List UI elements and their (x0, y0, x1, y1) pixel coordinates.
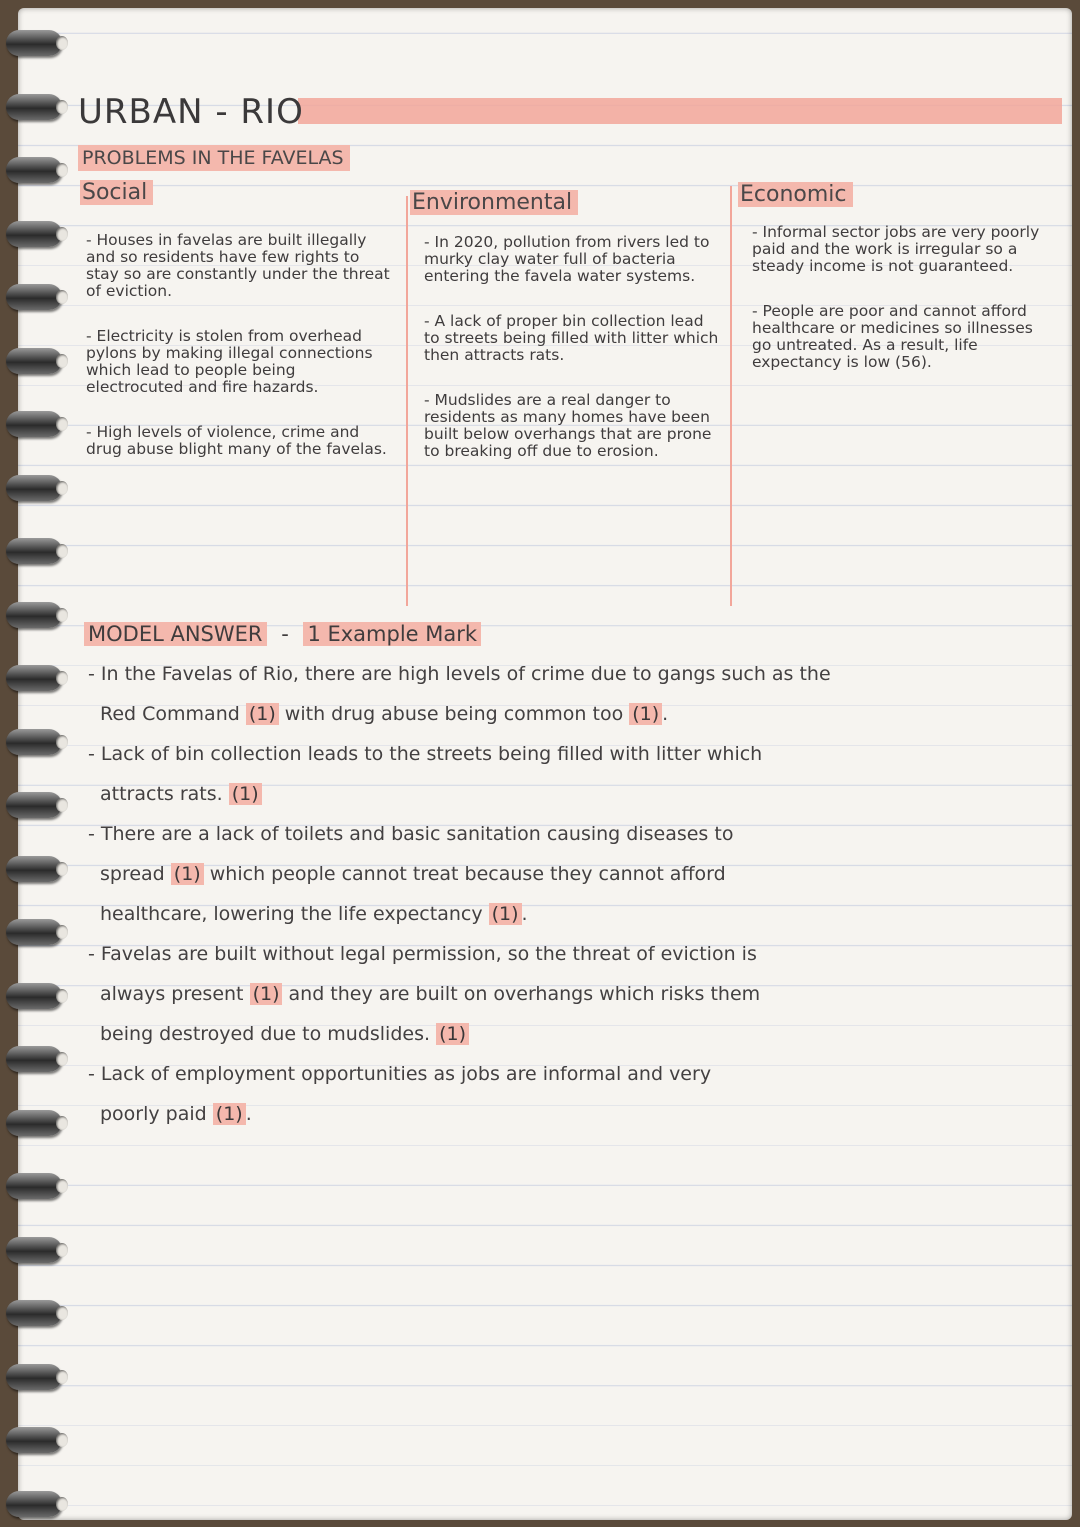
column-heading-environmental: Environmental (410, 190, 578, 215)
column-heading-social: Social (80, 180, 153, 205)
spiral-ring (6, 856, 62, 882)
spiral-ring (6, 919, 62, 945)
model-answer-separator: - (281, 622, 289, 646)
column-environmental (424, 234, 724, 488)
model-answer-subheading: 1 Example Mark (303, 622, 481, 646)
mark-badge: (1) (489, 903, 522, 925)
title-highlight (298, 98, 1062, 124)
spiral-ring (6, 1364, 62, 1390)
spiral-ring (6, 157, 62, 183)
model-answer-text (88, 654, 1048, 1134)
page-title: URBAN - RIO (78, 92, 304, 132)
model-answer-line: - There are a lack of toilets and basic sanitation causing diseases to (88, 823, 734, 845)
spiral-ring (6, 1110, 62, 1136)
mark-badge: (1) (171, 863, 204, 885)
spiral-ring (6, 1300, 62, 1326)
spiral-ring (6, 1491, 62, 1517)
model-answer-line: - Lack of bin collection leads to the streets being filled with litter which (88, 743, 763, 765)
social-point: - Houses in favelas are built illegally and so residents have few rights to stay so are constantly under the threat of eviction. (86, 231, 390, 300)
model-answer-line: spread (1) which people cannot treat because they cannot afford (100, 863, 726, 885)
column-divider (406, 196, 408, 606)
model-answer-line: - Favelas are built without legal permission, so the threat of eviction is (88, 943, 757, 965)
mark-badge: (1) (250, 983, 283, 1005)
mark-badge: (1) (246, 703, 279, 725)
spiral-ring (6, 30, 62, 56)
environmental-point: - A lack of proper bin collection lead to streets being filled with litter which then attracts rats. (424, 312, 719, 364)
spiral-ring (6, 284, 62, 310)
mark-badge: (1) (436, 1023, 469, 1045)
model-answer-line: being destroyed due to mudslides. (1) (88, 1014, 1048, 1054)
social-point: - High levels of violence, crime and drug abuse blight many of the favelas. (86, 423, 387, 458)
spiral-ring (6, 348, 62, 374)
page-subtitle: PROBLEMS IN THE FAVELAS (78, 145, 350, 171)
column-economic (752, 224, 1057, 399)
model-answer-line: - Lack of employment opportunities as jobs are informal and very (88, 1063, 712, 1085)
model-answer-title: MODEL ANSWER (84, 622, 267, 646)
economic-point: - Informal sector jobs are very poorly paid and the work is irregular so a steady income is not guaranteed. (752, 223, 1040, 275)
social-point: - Electricity is stolen from overhead pylons by making illegal connections which lead to people being electrocuted and fire hazards. (86, 327, 373, 396)
model-answer-line: Red Command (1) with drug abuse being common too (1) . (100, 703, 669, 725)
model-answer-line: attracts rats. (1) (88, 774, 1048, 814)
mark-badge: (1) (229, 783, 262, 805)
column-heading-economic: Economic (738, 182, 853, 207)
spiral-ring (6, 1046, 62, 1072)
spiral-binding (0, 0, 70, 1527)
model-answer-heading (84, 622, 481, 646)
model-answer-line: healthcare, lowering the life expectancy (1) . (100, 903, 528, 925)
mark-badge: (1) (629, 703, 662, 725)
spiral-ring (6, 792, 62, 818)
spiral-ring (6, 729, 62, 755)
spiral-ring (6, 1427, 62, 1453)
spiral-ring (6, 1237, 62, 1263)
model-answer-line: - In the Favelas of Rio, there are high levels of crime due to gangs such as the (88, 663, 831, 685)
economic-point: - People are poor and cannot afford healthcare or medicines so illnesses go untreated. As a result, life expectancy is low (56). (752, 302, 1033, 371)
spiral-ring (6, 665, 62, 691)
spiral-ring (6, 1173, 62, 1199)
model-answer-line: always present (1) and they are built on overhangs which risks them (100, 983, 761, 1005)
spiral-ring (6, 94, 62, 120)
model-answer-line: poorly paid (1) . (100, 1103, 252, 1125)
environmental-point: - Mudslides are a real danger to residents as many homes have been built below overhangs that are prone to breaking off due to erosion. (424, 391, 712, 460)
spiral-ring (6, 602, 62, 628)
spiral-ring (6, 475, 62, 501)
spiral-ring (6, 983, 62, 1009)
environmental-point: - In 2020, pollution from rivers led to murky clay water full of bacteria entering the favela water systems. (424, 233, 710, 285)
spiral-ring (6, 221, 62, 247)
spiral-ring (6, 538, 62, 564)
spiral-ring (6, 411, 62, 437)
mark-badge: (1) (213, 1103, 246, 1125)
column-social (86, 232, 391, 486)
column-divider (730, 186, 732, 606)
